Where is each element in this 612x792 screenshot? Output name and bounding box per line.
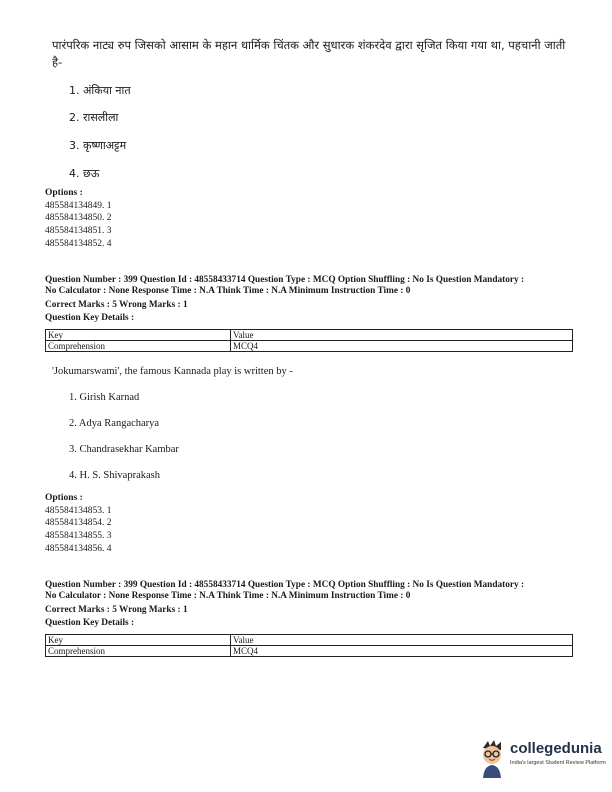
collegedunia-logo [476, 738, 606, 778]
brand-name: collegedunia [510, 740, 602, 757]
table-header-key: Key [46, 330, 231, 341]
question-398-text: पारंपरिक नाट्य रुप जिसको आसाम के महान धार्मिक चिंतक और सुधारक शंकरदेव द्वारा सृजित किया गया था, पहचानी जाती है- [52, 38, 566, 69]
table-header-key: Key [46, 635, 231, 646]
key-details-label: Question Key Details : [45, 618, 135, 628]
option-id: 485584134853. 1 [45, 506, 112, 516]
table-cell-key: Comprehension [46, 646, 231, 657]
option-id: 485584134849. 1 [45, 201, 112, 211]
option-4: 4. छऊ [69, 167, 100, 180]
option-id: 485584134850. 2 [45, 213, 112, 223]
option-1: 1. Girish Karnad [69, 392, 140, 403]
table-cell-key: Comprehension [46, 341, 231, 352]
question-key-table [45, 329, 573, 352]
question-key-table [45, 634, 573, 657]
key-details-label: Question Key Details : [45, 313, 135, 323]
brand-tagline: India's largest Student Review Platform [510, 760, 606, 766]
option-id: 485584134854. 2 [45, 518, 112, 528]
option-3: 3. कृष्णाअट्टम [69, 139, 127, 152]
option-2: 2. रासलीला [69, 111, 119, 124]
marks-line: Correct Marks : 5 Wrong Marks : 1 [45, 605, 188, 615]
options-label: Options : [45, 188, 83, 198]
option-id: 485584134851. 3 [45, 226, 112, 236]
question-meta-line1: Question Number : 399 Question Id : 48558433714 Question Type : MCQ Option Shuffling : No Is Question Mandatory : [45, 275, 525, 285]
option-1: 1. अंकिया नात [69, 84, 131, 97]
table-header-value: Value [231, 330, 573, 341]
table-cell-value: MCQ4 [231, 341, 573, 352]
question-399-text: 'Jokumarswami', the famous Kannada play is written by - [52, 366, 293, 377]
table-header-value: Value [231, 635, 573, 646]
marks-line: Correct Marks : 5 Wrong Marks : 1 [45, 300, 188, 310]
options-label: Options : [45, 493, 83, 503]
option-id: 485584134856. 4 [45, 544, 112, 554]
option-2: 2. Adya Rangacharya [69, 418, 160, 429]
table-cell-value: MCQ4 [231, 646, 573, 657]
option-id: 485584134852. 4 [45, 239, 112, 249]
option-id: 485584134855. 3 [45, 531, 112, 541]
student-mascot-icon [476, 738, 508, 778]
option-4: 4. H. S. Shivaprakash [69, 470, 160, 481]
question-meta-line1: Question Number : 399 Question Id : 48558433714 Question Type : MCQ Option Shuffling : No Is Question Mandatory : [45, 580, 525, 590]
question-meta-line2: No Calculator : None Response Time : N.A Think Time : N.A Minimum Instruction Time : 0 [45, 591, 411, 601]
question-meta-line2: No Calculator : None Response Time : N.A Think Time : N.A Minimum Instruction Time : 0 [45, 286, 411, 296]
option-3: 3. Chandrasekhar Kambar [69, 444, 179, 455]
